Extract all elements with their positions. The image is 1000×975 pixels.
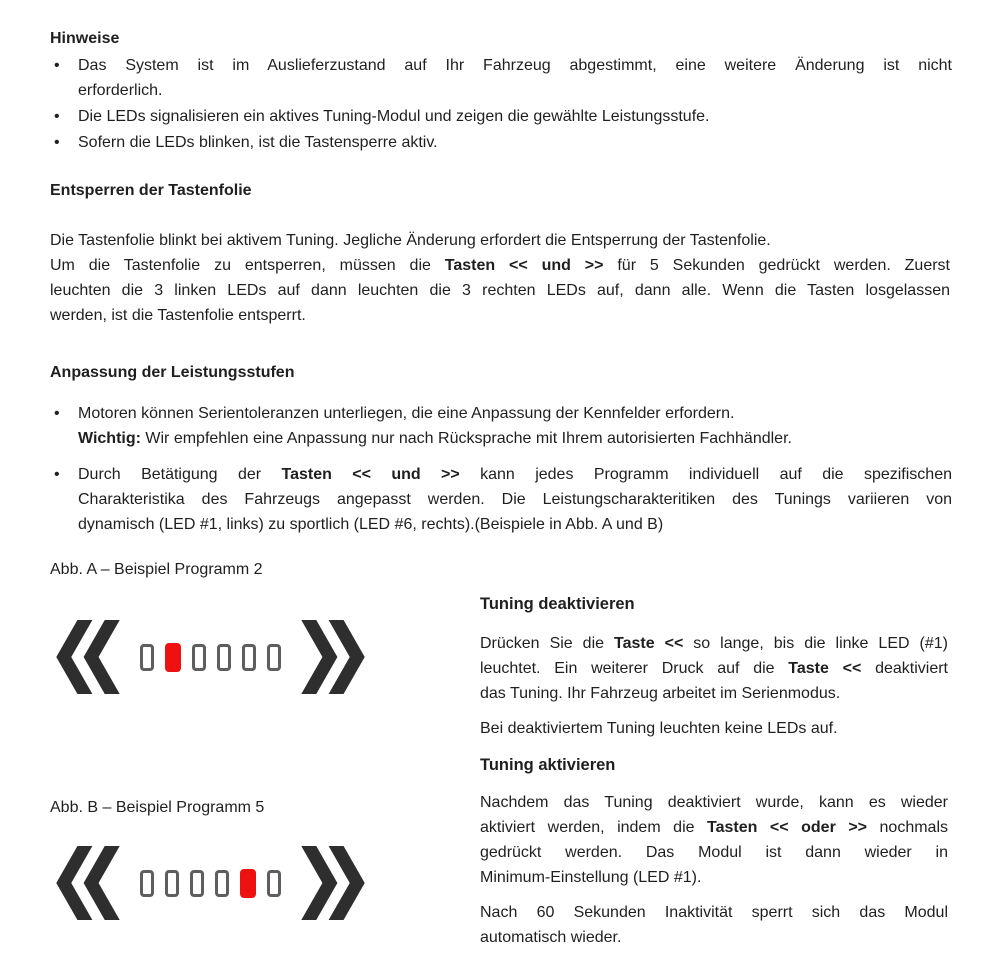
text-segment: Die Tastenfolie blinkt bei aktivem Tuning. Jegliche Änderung erfordert die Entsperrung der Tastenfolie. bbox=[50, 232, 771, 249]
text-line bbox=[78, 426, 952, 451]
text-line bbox=[480, 900, 948, 925]
right-column bbox=[480, 592, 948, 950]
led-4 bbox=[215, 870, 229, 897]
led-2 bbox=[165, 870, 179, 897]
led-row-figure-a bbox=[140, 643, 281, 672]
bullet-marker: • bbox=[54, 57, 60, 74]
text-segment: Die LEDs signalisieren ein aktives Tuning-Modul und zeigen die gewählte Leistungsstufe. bbox=[78, 108, 710, 125]
text-segment: nochmals bbox=[867, 819, 949, 836]
text-line bbox=[480, 925, 948, 950]
bold-text-segment: Tasten << und >> bbox=[281, 466, 460, 483]
figure-b-label: Abb. B – Beispiel Programm 5 bbox=[50, 799, 265, 816]
hinweise-bullet-list bbox=[50, 53, 952, 155]
entsperren-paragraph bbox=[50, 228, 950, 328]
led-4 bbox=[217, 644, 231, 671]
led-3 bbox=[190, 870, 204, 897]
anpassung-bullet-1 bbox=[78, 401, 952, 451]
text-line bbox=[480, 656, 948, 681]
aktivieren-paragraph-2 bbox=[480, 900, 948, 950]
text-segment: leuchten die 3 linken LEDs auf dann leuchten die 3 rechten LEDs auf, dann alle. Wenn die Tasten losgelassen bbox=[50, 282, 950, 299]
text-segment: leuchtet. Ein weiterer Druck auf die bbox=[480, 660, 789, 677]
text-segment: kann jedes Programm individuell auf die spezifischen bbox=[459, 466, 952, 483]
led-row-figure-b bbox=[140, 869, 281, 898]
text-segment: für 5 Sekunden gedrückt werden. Zuerst bbox=[603, 257, 950, 274]
bold-text-segment: Tasten << oder >> bbox=[707, 819, 868, 836]
hinweise-bullet-2 bbox=[78, 104, 952, 129]
double-chevron-left-icon bbox=[56, 846, 120, 920]
anpassung-bullet-list bbox=[50, 401, 952, 537]
bold-text-segment: Wichtig: bbox=[78, 430, 141, 447]
text-line bbox=[480, 716, 948, 741]
text-line bbox=[480, 631, 948, 656]
bold-text-segment: Tasten << und >> bbox=[444, 257, 604, 274]
figure-b-graphic bbox=[56, 846, 365, 920]
text-line bbox=[78, 512, 952, 537]
text-line bbox=[50, 253, 950, 278]
text-line bbox=[78, 53, 952, 78]
text-segment: Minimum-Einstellung (LED #1). bbox=[480, 869, 702, 886]
text-segment: Bei deaktiviertem Tuning leuchten keine LEDs auf. bbox=[480, 720, 838, 737]
text-line bbox=[78, 487, 952, 512]
text-segment: aktiviert werden, indem die bbox=[480, 819, 708, 836]
text-segment: erforderlich. bbox=[78, 82, 163, 99]
text-line bbox=[50, 228, 950, 253]
text-segment: Das System ist im Auslieferzustand auf Ihr Fahrzeug abgestimmt, eine weitere Änderung ist nicht bbox=[78, 57, 952, 74]
text-segment: Um die Tastenfolie zu entsperren, müssen die bbox=[50, 257, 445, 274]
text-line bbox=[78, 104, 952, 129]
bullet-marker: • bbox=[54, 108, 60, 125]
bullet-marker: • bbox=[54, 466, 60, 483]
deaktivieren-paragraph-2 bbox=[480, 716, 948, 741]
text-line bbox=[480, 681, 948, 706]
text-segment: Nach 60 Sekunden Inaktivität sperrt sich das Modul bbox=[480, 904, 948, 921]
led-2-active bbox=[165, 643, 181, 672]
hinweise-bullet-3 bbox=[78, 130, 952, 155]
text-segment: deaktiviert bbox=[861, 660, 948, 677]
bold-text-segment: Taste << bbox=[614, 635, 684, 652]
text-segment: Nachdem das Tuning deaktiviert wurde, kann es wieder bbox=[480, 794, 948, 811]
bullet-marker: • bbox=[54, 134, 60, 151]
text-segment: Drücken Sie die bbox=[480, 635, 615, 652]
text-segment: werden, ist die Tastenfolie entsperrt. bbox=[50, 307, 306, 324]
text-segment: Charakteristika des Fahrzeugs angepasst werden. Die Leistungscharakteritiken des Tunings variieren von bbox=[78, 491, 952, 508]
text-segment: das Tuning. Ihr Fahrzeug arbeitet im Serienmodus. bbox=[480, 685, 841, 702]
double-chevron-right-icon bbox=[301, 846, 365, 920]
led-6 bbox=[267, 644, 281, 671]
text-segment: Sofern die LEDs blinken, ist die Tastensperre aktiv. bbox=[78, 134, 438, 151]
led-5-active bbox=[240, 869, 256, 898]
text-line bbox=[480, 865, 948, 890]
text-segment: Motoren können Serientoleranzen unterliegen, die eine Anpassung der Kennfelder erfordern. bbox=[78, 405, 735, 422]
section-title-entsperren: Entsperren der Tastenfolie bbox=[50, 182, 252, 199]
led-1 bbox=[140, 644, 154, 671]
section-title-anpassung: Anpassung der Leistungsstufen bbox=[50, 364, 295, 381]
figure-a-graphic bbox=[56, 620, 365, 694]
text-segment: so lange, bis die linke LED (#1) bbox=[683, 635, 948, 652]
text-segment: automatisch wieder. bbox=[480, 929, 622, 946]
figure-a-label: Abb. A – Beispiel Programm 2 bbox=[50, 561, 263, 578]
text-line bbox=[480, 815, 948, 840]
text-segment: gedrückt werden. Das Modul ist dann wieder in bbox=[480, 844, 948, 861]
section-title-tuning-deaktivieren: Tuning deaktivieren bbox=[480, 595, 635, 613]
text-segment: dynamisch (LED #1, links) zu sportlich (LED #6, rechts).(Beispiele in Abb. A und B) bbox=[78, 516, 664, 533]
led-3 bbox=[192, 644, 206, 671]
text-line bbox=[78, 462, 952, 487]
section-title-tuning-aktivieren: Tuning aktivieren bbox=[480, 756, 616, 774]
section-entsperren bbox=[50, 178, 950, 328]
deaktivieren-paragraph-1 bbox=[480, 631, 948, 706]
text-line bbox=[78, 78, 952, 103]
led-6 bbox=[267, 870, 281, 897]
bold-text-segment: Taste << bbox=[788, 660, 862, 677]
section-hinweise bbox=[50, 26, 952, 155]
double-chevron-left-icon bbox=[56, 620, 120, 694]
led-1 bbox=[140, 870, 154, 897]
text-line bbox=[480, 790, 948, 815]
anpassung-bullet-2 bbox=[78, 462, 952, 537]
double-chevron-right-icon bbox=[301, 620, 365, 694]
text-segment: Wir empfehlen eine Anpassung nur nach Rücksprache mit Ihrem autorisierten Fachhändler. bbox=[140, 430, 792, 447]
text-line bbox=[78, 401, 952, 426]
text-line bbox=[50, 278, 950, 303]
text-line bbox=[50, 303, 950, 328]
text-line bbox=[78, 130, 952, 155]
bullet-marker: • bbox=[54, 405, 60, 422]
text-line bbox=[480, 840, 948, 865]
section-anpassung bbox=[50, 360, 952, 537]
led-5 bbox=[242, 644, 256, 671]
section-title-hinweise: Hinweise bbox=[50, 30, 120, 47]
aktivieren-paragraph-1 bbox=[480, 790, 948, 890]
text-segment: Durch Betätigung der bbox=[78, 466, 282, 483]
hinweise-bullet-1 bbox=[78, 53, 952, 103]
